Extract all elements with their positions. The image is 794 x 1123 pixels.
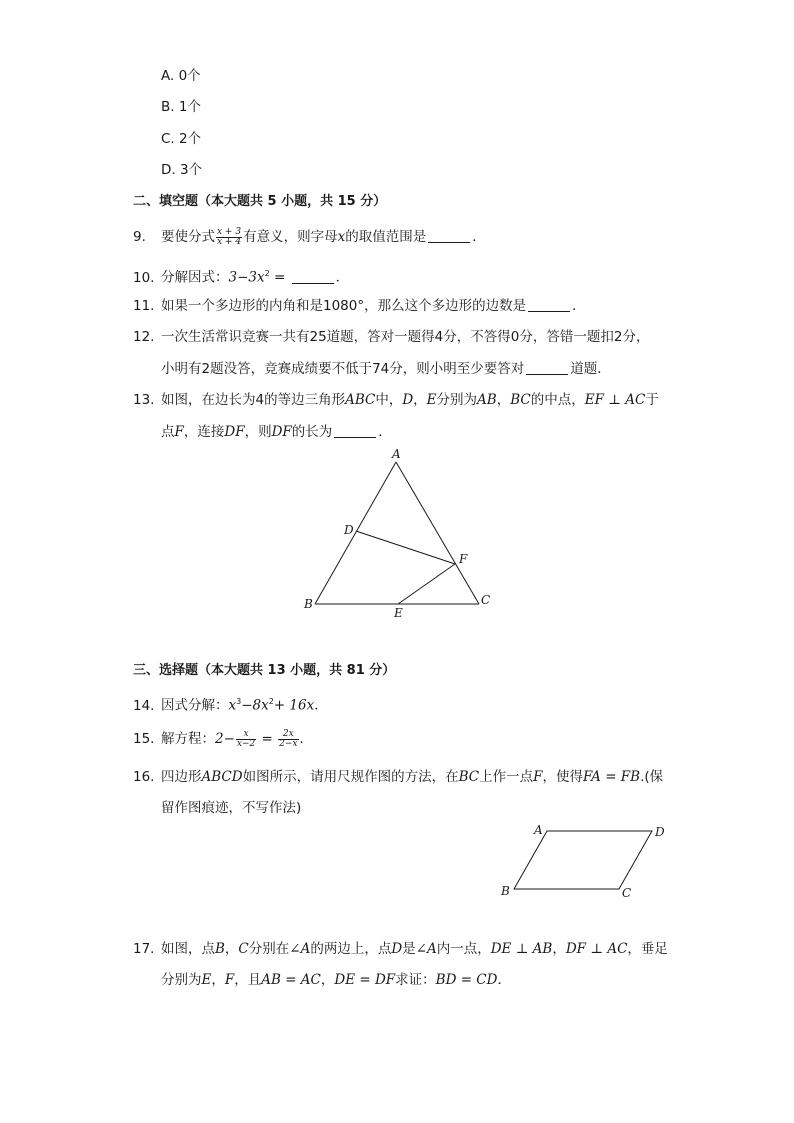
question-17: 17. 如图，点B，C分别在∠A的两边上，点D是∠A内一点，DE ⊥ AB，DF ⊥ AC，垂足 bbox=[133, 941, 668, 957]
question-15: 15. 解方程：2− $\frac{x}{x-2}$ = $\frac{2x}{2-x}$ ． bbox=[133, 728, 313, 749]
fraction: $\frac{x + 3}{x + 4}$ bbox=[217, 226, 242, 247]
option-c: C. 2个 bbox=[161, 131, 202, 147]
label-e: E bbox=[394, 606, 403, 620]
label-c: C bbox=[622, 886, 632, 900]
label-f: F bbox=[459, 552, 468, 566]
label-d: D bbox=[655, 825, 665, 839]
fraction: $\frac{2x}{2-x}$ bbox=[279, 728, 298, 749]
question-14: 14. 因式分解：$x^3-8x^2+ 16x$． bbox=[133, 697, 328, 714]
label-b: B bbox=[304, 597, 313, 611]
question-10: 10. 分解因式：$3-3x^2$ = ． bbox=[133, 269, 350, 286]
label-d: D bbox=[344, 523, 354, 537]
label-c: C bbox=[481, 593, 491, 607]
label-a: A bbox=[392, 447, 401, 461]
label-b: B bbox=[501, 884, 510, 898]
question-12-line2: 小明有2题没答，竞赛成绩要不低于74分，则小明至少要答对 道题． bbox=[161, 361, 611, 377]
parallelogram-abcd bbox=[514, 831, 652, 889]
question-17-line2: 分别为E，F，且AB = AC，DE = DF求证：BD = CD． bbox=[161, 972, 511, 988]
question-9: 9. 要使分式 $\frac{x + 3}{x + 4}$ 有意义，则字母x的取值范围是 ． bbox=[133, 226, 486, 247]
section-3-title: 三、选择题（本大题共 13 小题，共 81 分） bbox=[133, 663, 396, 678]
question-13: 13. 如图，在边长为4的等边三角形ABC中，D，E分别为AB，BC的中点，EF ⊥ AC于 bbox=[133, 392, 659, 408]
option-d: D. 3个 bbox=[161, 162, 203, 178]
option-b: B. 1个 bbox=[161, 99, 201, 115]
option-a: A. 0个 bbox=[161, 68, 201, 84]
question-16-line2: 留作图痕迹，不写作法) bbox=[161, 800, 302, 816]
section-2-title: 二、填空题（本大题共 5 小题，共 15 分） bbox=[133, 194, 387, 209]
question-12: 12. 一次生活常识竞赛一共有25道题，答对一题得4分，不答得0分，答错一题扣2分， bbox=[133, 329, 650, 345]
question-11: 11. 如果一个多边形的内角和是1080°，那么这个多边形的边数是 ． bbox=[133, 298, 586, 314]
label-a: A bbox=[534, 823, 543, 837]
question-16: 16. 四边形ABCD如图所示，请用尺规作图的方法，在BC上作一点F，使得FA = FB.(保 bbox=[133, 769, 664, 785]
fraction: $\frac{x}{x-2}$ bbox=[236, 728, 256, 749]
question-13-line2: 点F，连接DF，则DF的长为 ． bbox=[161, 424, 392, 440]
